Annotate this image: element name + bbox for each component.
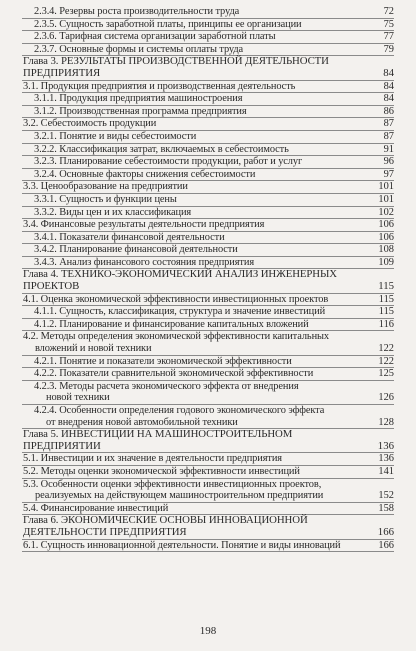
toc-section: [22, 331, 394, 355]
toc-subsection: [22, 6, 394, 19]
toc-entry-title: 2.3.5. Сущность заработной платы, принципы ее организации: [34, 18, 302, 30]
toc-subsection: [22, 368, 394, 381]
toc-entry-title-cont: новой техники: [46, 392, 110, 404]
toc-entry-page: 128: [378, 416, 394, 428]
toc-entry-page: 125: [378, 368, 394, 380]
toc-entry-title: Глава 5. ИНВЕСТИЦИИ НА МАШИНОСТРОИТЕЛЬНОМ: [23, 428, 293, 441]
toc-entry-title: 5.4. Финансирование инвестиций: [23, 502, 169, 514]
toc-entry-page: 122: [378, 355, 394, 367]
toc-subsection: [22, 232, 394, 245]
toc-entry-page: 87: [383, 118, 394, 130]
toc-section: [22, 479, 394, 503]
toc-entry-title: 6.1. Сущность инновационной деятельности. Понятие и виды инноваций: [23, 539, 341, 551]
toc-entry-page: 91: [383, 143, 394, 155]
toc-entry-page: 109: [378, 256, 394, 268]
toc-entry-title: 3.2.4. Основные факторы снижения себестоимости: [34, 168, 256, 180]
toc-chapter: [22, 429, 394, 453]
toc-section: [22, 540, 394, 553]
toc-subsection: [22, 207, 394, 220]
toc-entry-page: 72: [383, 6, 394, 17]
toc-entry-page: 101: [378, 193, 394, 205]
toc-entry-page: 97: [383, 168, 394, 180]
toc-entry-title: 3.2.2. Классификация затрат, включаемых в себестоимость: [34, 143, 289, 155]
toc-entry-title: 2.3.7. Основные формы и системы оплаты труда: [34, 43, 244, 55]
toc-entry-title: 3.2.1. Понятие и виды себестоимости: [34, 130, 197, 142]
toc-entry-title: Глава 6. ЭКОНОМИЧЕСКИЕ ОСНОВЫ ИННОВАЦИОННОЙ: [23, 514, 308, 527]
toc-entry-page: 115: [378, 293, 394, 305]
toc-section: [22, 466, 394, 479]
toc-entry-title: 3.2. Себестоимость продукции: [23, 118, 157, 130]
toc-entry-page: 84: [383, 80, 394, 92]
toc-entry-title: 3.4. Финансовые результаты деятельности предприятия: [23, 219, 265, 231]
toc-entry-page: 152: [378, 490, 394, 502]
toc-section: [22, 453, 394, 466]
toc-subsection: [22, 405, 394, 429]
toc-chapter: [22, 269, 394, 293]
toc-entry-title: 2.3.4. Резервы роста производительности труда: [34, 6, 240, 17]
toc-entry-page: 141: [378, 465, 394, 477]
toc-subsection: [22, 194, 394, 207]
toc-entry-title: 3.1.1. Продукция предприятия машиностроения: [34, 93, 243, 105]
toc-entry-page: 158: [378, 502, 394, 514]
toc-entry-title: 4.1. Оценка экономической эффективности инвестиционных проектов: [23, 293, 329, 305]
toc-entry-page: 108: [378, 244, 394, 256]
toc-entry-page: 101: [378, 181, 394, 193]
toc-section: [22, 181, 394, 194]
toc-entry-page: 102: [378, 206, 394, 218]
toc-entry-page: 116: [378, 318, 394, 330]
toc-entry-title: 3.3.1. Сущность и функции цены: [34, 193, 177, 205]
toc-entry-title: 4.2. Методы определения экономической эффективности капитальных: [23, 331, 330, 343]
toc-entry-title: 3.2.3. Планирование себестоимости продукции, работ и услуг: [34, 156, 303, 168]
toc-subsection: [22, 144, 394, 157]
toc-entry-title: 5.3. Особенности оценки эффективности инвестиционных проектов,: [23, 478, 322, 490]
toc-entry-page: 136: [377, 439, 394, 452]
toc-entry-title: 4.1.2. Планирование и финансирование капитальных вложений: [34, 318, 309, 330]
toc-entry-title-cont: вложений и новой техники: [35, 343, 152, 355]
table-of-contents: [22, 6, 394, 552]
toc-subsection: [22, 319, 394, 332]
toc-subsection: [22, 156, 394, 169]
toc-subsection: [22, 106, 394, 119]
toc-entry-page: 106: [378, 219, 394, 231]
toc-entry-page: 75: [383, 18, 394, 30]
toc-entry-title: 5.2. Методы оценки экономической эффективности инвестиций: [23, 465, 300, 477]
toc-entry-title: 3.3. Ценообразование на предприятии: [23, 181, 188, 193]
toc-entry-title: 4.1.1. Сущность, классификация, структура и значение инвестиций: [34, 306, 326, 318]
toc-entry-page: 106: [378, 231, 394, 243]
toc-entry-page: 96: [383, 156, 394, 168]
toc-entry-page: 87: [383, 130, 394, 142]
toc-entry-title-cont: ПРЕДПРИЯТИИ: [23, 439, 101, 452]
toc-section: [22, 81, 394, 94]
toc-entry-page: 86: [383, 105, 394, 117]
toc-subsection: [22, 381, 394, 405]
toc-chapter: [22, 515, 394, 539]
toc-entry-title-cont: ПРЕДПРИЯТИЯ: [23, 66, 101, 79]
toc-entry-page: 166: [378, 539, 394, 551]
toc-entry-page: 79: [383, 43, 394, 55]
toc-entry-title: 4.2.1. Понятие и показатели экономической эффективности: [34, 355, 292, 367]
toc-entry-page: 166: [377, 525, 394, 538]
toc-section: [22, 294, 394, 307]
toc-subsection: [22, 93, 394, 106]
toc-subsection: [22, 31, 394, 44]
toc-entry-title-cont: ДЕЯТЕЛЬНОСТИ ПРЕДПРИЯТИЯ: [23, 525, 187, 538]
toc-entry-page: 126: [378, 392, 394, 404]
toc-entry-title: Глава 4. ТЕХНИКО-ЭКОНОМИЧЕСКИЙ АНАЛИЗ ИНЖЕНЕРНЫХ: [23, 268, 338, 281]
toc-entry-title: 3.3.2. Виды цен и их классификация: [34, 206, 192, 218]
toc-entry-page: 84: [383, 66, 394, 79]
toc-entry-page: 77: [383, 31, 394, 43]
toc-entry-title-cont: от внедрения новой автомобильной техники: [46, 416, 238, 428]
toc-entry-page: 115: [378, 306, 394, 318]
toc-subsection: [22, 131, 394, 144]
toc-entry-title: 4.2.2. Показатели сравнительной экономической эффективности: [34, 368, 314, 380]
toc-subsection: [22, 169, 394, 182]
toc-subsection: [22, 19, 394, 32]
toc-subsection: [22, 306, 394, 319]
toc-entry-title-cont: ПРОЕКТОВ: [23, 280, 80, 293]
toc-entry-page: 84: [383, 93, 394, 105]
toc-section: [22, 118, 394, 131]
toc-section: [22, 219, 394, 232]
toc-entry-title: 3.4.3. Анализ финансового состояния предприятия: [34, 256, 255, 268]
toc-entry-title: 3.1.2. Производственная программа предприятия: [34, 105, 247, 117]
toc-entry-page: 136: [378, 453, 394, 465]
page-number: 198: [199, 625, 217, 637]
toc-entry-title: 4.2.3. Методы расчета экономического эффекта от внедрения: [34, 380, 299, 392]
toc-entry-page: 122: [378, 343, 394, 355]
toc-entry-title: 2.3.6. Тарифная система организации заработной платы: [34, 31, 276, 43]
toc-entry-title: 3.4.1. Показатели финансовой деятельности: [34, 231, 225, 243]
toc-entry-title: Глава 3. РЕЗУЛЬТАТЫ ПРОИЗВОДСТВЕННОЙ ДЕЯТЕЛЬНОСТИ: [23, 55, 329, 68]
toc-entry-title-cont: реализуемых на действующем машиностроительном предприятии: [35, 490, 324, 502]
toc-entry-title: 3.4.2. Планирование финансовой деятельности: [34, 244, 238, 256]
toc-entry-page: 115: [378, 280, 394, 293]
toc-entry-title: 4.2.4. Особенности определения годового экономического эффекта: [34, 405, 325, 416]
toc-chapter: [22, 56, 394, 80]
toc-subsection: [22, 244, 394, 257]
toc-subsection: [22, 356, 394, 369]
toc-entry-title: 5.1. Инвестиции и их значение в деятельности предприятия: [23, 453, 282, 465]
toc-entry-title: 3.1. Продукция предприятия и производственная деятельность: [23, 80, 296, 92]
